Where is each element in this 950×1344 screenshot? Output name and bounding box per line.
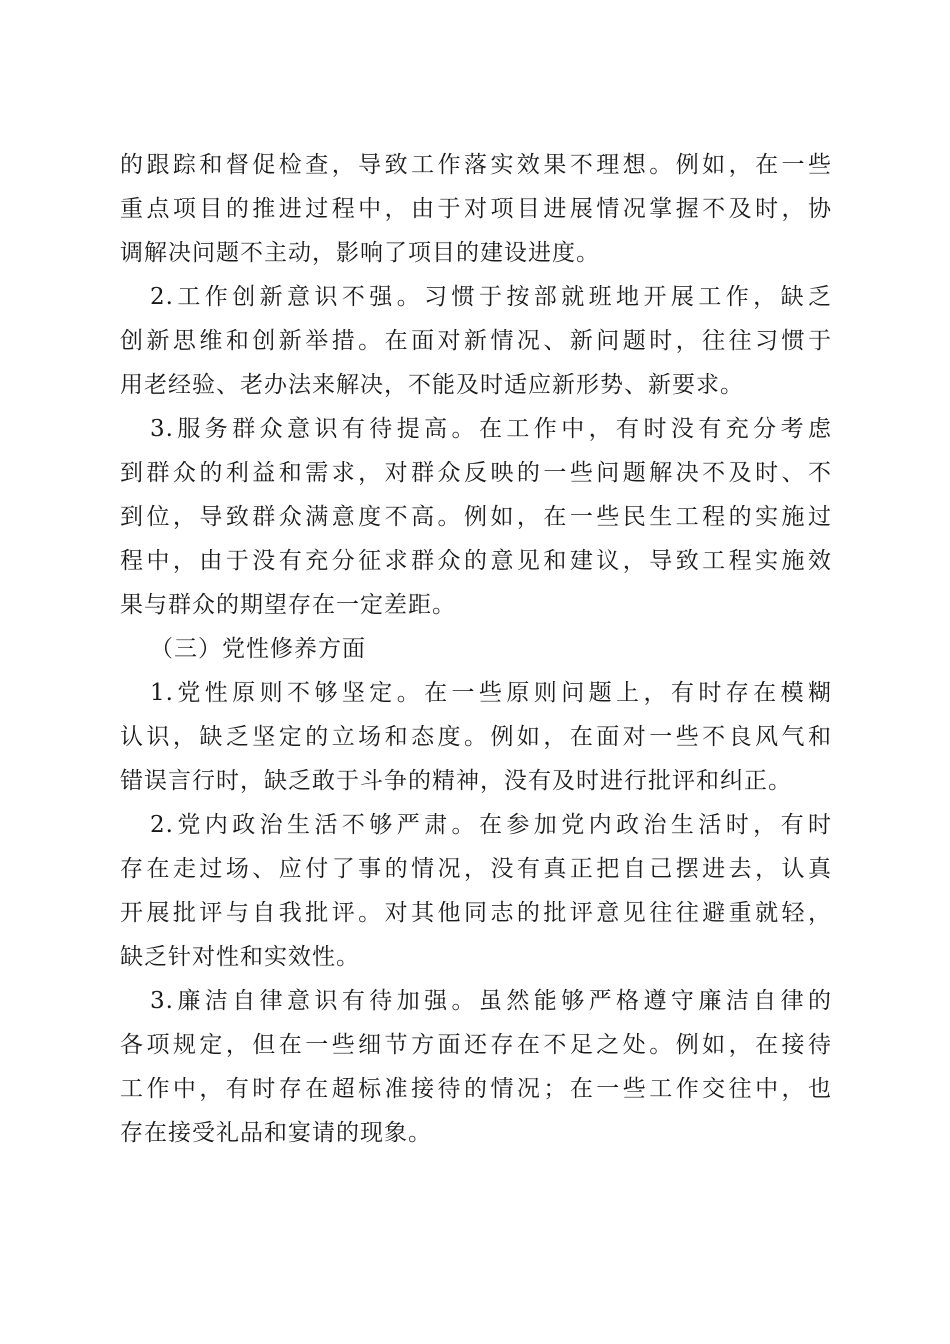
paragraph (120, 407, 832, 627)
text-line: 3.廉洁自律意识有待加强。虽然能够严格遵守廉洁自律的 (150, 988, 832, 1014)
text-line: 存在接受礼品和宴请的现象。 (120, 1120, 432, 1146)
text-line: 工作中，有时存在超标准接待的情况；在一些工作交往中，也 (120, 1076, 832, 1102)
text-line: 到群众的利益和需求，对群众反映的一些问题解决不及时、不 (120, 460, 832, 486)
paragraph (120, 671, 832, 803)
text-line: 2.党内政治生活不够严肃。在参加党内政治生活时，有时 (150, 812, 832, 838)
paragraph (120, 979, 832, 1155)
text-line: 创新思维和创新举措。在面对新情况、新问题时，往往习惯于 (120, 328, 832, 354)
text-line: 存在走过场、应付了事的情况，没有真正把自己摆进去，认真 (120, 856, 832, 882)
text-line: 各项规定，但在一些细节方面还存在不足之处。例如，在接待 (120, 1032, 832, 1058)
text-line: 程中，由于没有充分征求群众的意见和建议，导致工程实施效 (120, 548, 832, 574)
document-body (120, 143, 832, 1155)
text-line: 2.工作创新意识不强。习惯于按部就班地开展工作，缺乏 (150, 284, 832, 310)
text-line: 用老经验、老办法来解决，不能及时适应新形势、新要求。 (120, 372, 744, 398)
text-line: 1.党性原则不够坚定。在一些原则问题上，有时存在模糊 (150, 680, 832, 706)
paragraph (120, 803, 832, 979)
text-line: 缺乏针对性和实效性。 (120, 944, 360, 970)
text-line: 开展批评与自我批评。对其他同志的批评意见往往避重就轻， (120, 900, 832, 926)
text-line: 果与群众的期望存在一定差距。 (120, 592, 456, 618)
text-line: （三）党性修养方面 (150, 636, 366, 662)
paragraph (120, 143, 832, 275)
text-line: 错误言行时，缺乏敢于斗争的精神，没有及时进行批评和纠正。 (120, 768, 792, 794)
text-line: 的跟踪和督促检查，导致工作落实效果不理想。例如，在一些 (120, 152, 832, 178)
text-line: 重点项目的推进过程中，由于对项目进展情况掌握不及时，协 (120, 196, 832, 222)
text-line: 调解决问题不主动，影响了项目的建设进度。 (120, 240, 600, 266)
paragraph (120, 275, 832, 407)
text-line: 3.服务群众意识有待提高。在工作中，有时没有充分考虑 (150, 416, 832, 442)
text-line: 到位，导致群众满意度不高。例如，在一些民生工程的实施过 (120, 504, 832, 530)
text-line: 认识，缺乏坚定的立场和态度。例如，在面对一些不良风气和 (120, 724, 832, 750)
section-heading (120, 627, 832, 671)
